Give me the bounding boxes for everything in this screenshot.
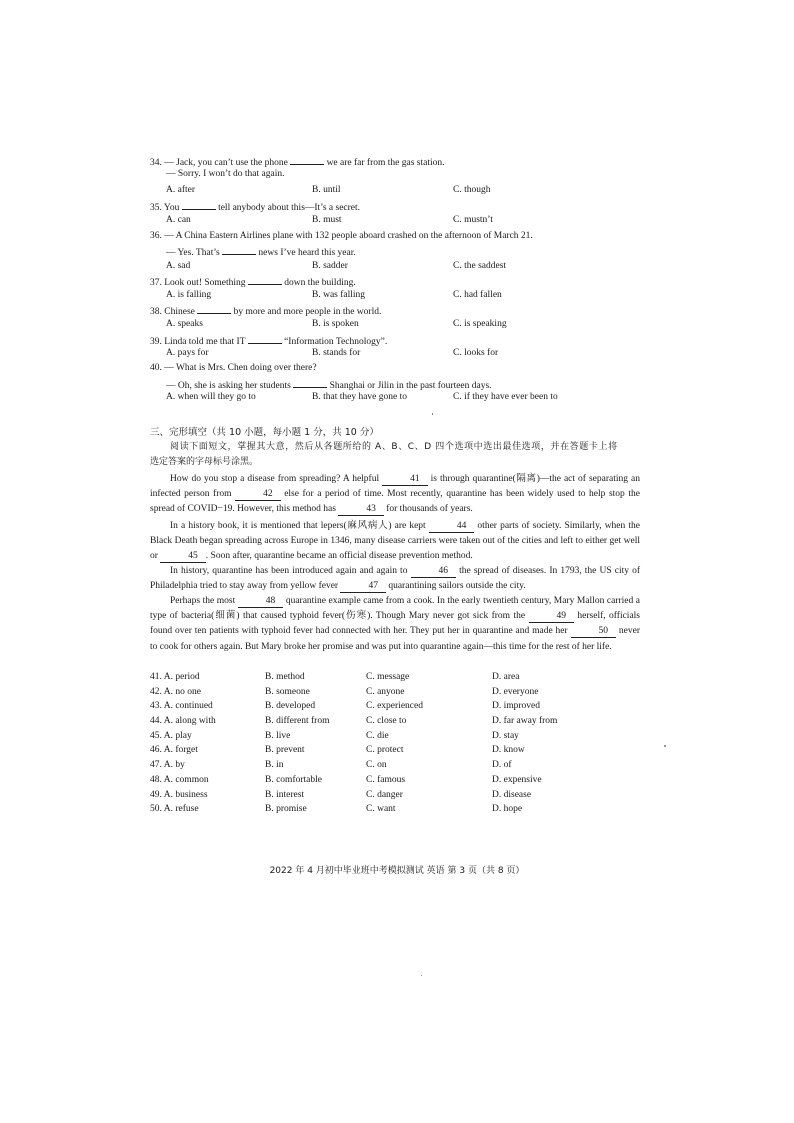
cloze-blank-45: 45 bbox=[160, 551, 206, 563]
option-c: C. die bbox=[366, 731, 389, 741]
option-b: B. was falling bbox=[312, 290, 366, 300]
cloze-blank-46: 46 bbox=[411, 566, 457, 578]
question-38 bbox=[150, 303, 381, 319]
question-35 bbox=[150, 199, 360, 215]
option-a: A. pays for bbox=[166, 348, 209, 358]
option-c: C. close to bbox=[366, 716, 407, 726]
question-36 bbox=[150, 230, 533, 243]
option-b: B. must bbox=[312, 215, 342, 225]
option-d: D. disease bbox=[492, 790, 532, 800]
passage-text: other parts of society. Similarly, when the Black Death began spreading across Europe in 1346, many disease carriers were taken out of the cities and left to either get well or bbox=[150, 521, 640, 562]
option-b: B. until bbox=[312, 185, 341, 195]
option-b: B. different from bbox=[265, 716, 330, 726]
option-b: B. interest bbox=[265, 790, 305, 800]
option-b: B. sadder bbox=[312, 261, 348, 271]
option-b: B. live bbox=[265, 731, 291, 741]
question-stem: Chinese bbox=[164, 307, 198, 317]
cloze-blank-50: 50 bbox=[571, 626, 617, 638]
cloze-blank-43: 43 bbox=[338, 504, 384, 516]
scan-speck bbox=[664, 745, 666, 747]
option-c: C. danger bbox=[366, 790, 403, 800]
option-d: D. far away from bbox=[492, 716, 558, 726]
option-a: A. can bbox=[166, 215, 191, 225]
option-a: A. speaks bbox=[166, 319, 203, 329]
option-a: 43. A. continued bbox=[150, 701, 213, 711]
option-c: C. looks for bbox=[453, 348, 499, 358]
section-instruction: 阅读下面短文，掌握其大意，然后从各题所给的 A、B、C、D 四个选项中选出最佳选项，并在答题卡上将 bbox=[170, 442, 618, 452]
answer-blank bbox=[248, 333, 282, 344]
cloze-blank-44: 44 bbox=[429, 521, 475, 533]
cloze-blank-49: 49 bbox=[529, 611, 575, 623]
option-b: B. is spoken bbox=[312, 319, 359, 329]
question-36-reply bbox=[166, 244, 356, 260]
page-footer: 2022 年 4 月初中毕业班中考模拟测试 英语 第 3 页（共 8 页） bbox=[269, 866, 525, 876]
scan-speck bbox=[421, 975, 422, 976]
option-b: B. developed bbox=[265, 701, 316, 711]
option-a: 49. A. business bbox=[150, 790, 208, 800]
option-b: B. method bbox=[265, 672, 305, 682]
option-b: B. promise bbox=[265, 804, 307, 814]
option-a: A. after bbox=[166, 185, 196, 195]
option-a: 50. A. refuse bbox=[150, 804, 199, 814]
passage-text: quarantine example came from a cook. In the early twentieth century, Mary Mallon carried a type of bacteria(细菌) that caused typhoid fever(伤寒). Though Mary never got sick from the bbox=[150, 596, 640, 622]
question-number: 38. bbox=[150, 307, 162, 317]
question-40 bbox=[150, 362, 317, 375]
answer-blank bbox=[222, 244, 256, 255]
reply-text: news I’ve heard this year. bbox=[256, 248, 356, 258]
option-a: A. when will they go to bbox=[166, 392, 256, 402]
answer-blank bbox=[197, 303, 231, 314]
option-c: C. anyone bbox=[366, 687, 405, 697]
question-number: 35. bbox=[150, 203, 162, 213]
cloze-blank-41: 41 bbox=[382, 474, 428, 486]
question-stem: down the building. bbox=[281, 278, 356, 288]
question-stem: “Information Technology”. bbox=[281, 337, 388, 347]
passage-paragraph-2 bbox=[150, 519, 640, 565]
option-c: C. message bbox=[366, 672, 410, 682]
option-b: B. that they have gone to bbox=[312, 392, 407, 402]
passage-text: never to cook for others again. But Mary broke her promise and was put into quarantine again—this time for the rest of her life. bbox=[150, 626, 640, 652]
option-d: D. area bbox=[492, 672, 520, 682]
passage-text: In history, quarantine has been introduced again and again to bbox=[170, 566, 411, 576]
question-stem: Look out! Something bbox=[164, 278, 248, 288]
passage-paragraph-1 bbox=[150, 472, 640, 518]
option-d: D. hope bbox=[492, 804, 523, 814]
option-a: A. is falling bbox=[166, 290, 212, 300]
option-a: 48. A. common bbox=[150, 775, 209, 785]
question-number: 37. bbox=[150, 278, 162, 288]
option-a: 42. A. no one bbox=[150, 687, 201, 697]
option-d: D. everyone bbox=[492, 687, 539, 697]
passage-text: herself, officials found over ten patients with typhoid fever had connected with her. They put her in quarantine and made her bbox=[150, 611, 640, 637]
question-stem: by more and more people in the world. bbox=[231, 307, 382, 317]
option-c: C. protect bbox=[366, 745, 404, 755]
passage-text: is through quarantine(隔离)—the act of separating an infected person from bbox=[150, 474, 640, 500]
question-number: 36. bbox=[150, 231, 162, 241]
passage-text: else for a period of time. Most recently, quarantine has been widely used to help stop the spread of COVID−19. However, this method has bbox=[150, 489, 640, 515]
option-c: C. is speaking bbox=[453, 319, 507, 329]
option-d: D. of bbox=[492, 760, 512, 770]
option-c: C. famous bbox=[366, 775, 406, 785]
question-number: 39. bbox=[150, 337, 162, 347]
option-b: B. comfortable bbox=[265, 775, 322, 785]
question-34-reply: — Sorry. I won’t do that again. bbox=[166, 169, 285, 179]
option-a: 45. A. play bbox=[150, 731, 192, 741]
question-stem: — Jack, you can’t use the phone bbox=[164, 158, 291, 168]
passage-text: the spread of diseases. In 1793, the US city of Philadelphia tried to stay away from yellow fever bbox=[150, 566, 640, 592]
question-37 bbox=[150, 274, 356, 290]
option-a: 44. A. along with bbox=[150, 716, 216, 726]
passage-text: Perhaps the most bbox=[170, 596, 238, 606]
reply-text: — Oh, she is asking her students bbox=[166, 381, 294, 391]
option-d: D. expensive bbox=[492, 775, 542, 785]
cloze-blank-48: 48 bbox=[238, 596, 284, 608]
question-stem: Linda told me that IT bbox=[164, 337, 248, 347]
question-stem: — What is Mrs. Chen doing over there? bbox=[164, 363, 317, 373]
option-a: 41. A. period bbox=[150, 672, 200, 682]
option-a: 47. A. by bbox=[150, 760, 185, 770]
passage-text: . Soon after, quarantine became an official disease prevention method. bbox=[205, 551, 473, 562]
option-c: C. want bbox=[366, 804, 396, 814]
passage-paragraph-4 bbox=[150, 594, 640, 655]
option-b: B. in bbox=[265, 760, 284, 770]
passage-text: In a history book, it is mentioned that lepers(麻风病人) are kept bbox=[170, 521, 429, 531]
cloze-blank-47: 47 bbox=[340, 581, 386, 593]
question-stem: tell anybody about this—It’s a secret. bbox=[215, 203, 361, 213]
option-d: D. improved bbox=[492, 701, 541, 711]
reply-text: — Yes. That’s bbox=[166, 248, 223, 258]
answer-blank bbox=[248, 274, 282, 285]
passage-paragraph-3 bbox=[150, 564, 640, 594]
passage-text: How do you stop a disease from spreading? A helpful bbox=[170, 474, 383, 484]
option-c: C. though bbox=[453, 185, 491, 195]
answer-blank bbox=[182, 199, 216, 210]
option-c: C. the saddest bbox=[453, 261, 507, 271]
option-c: C. mustn’t bbox=[453, 215, 493, 225]
passage-text: for thousands of years. bbox=[383, 504, 473, 515]
option-a: A. sad bbox=[166, 261, 191, 271]
question-stem: we are far from the gas station. bbox=[324, 158, 445, 168]
question-stem: You bbox=[163, 203, 182, 213]
option-b: B. prevent bbox=[265, 745, 305, 755]
option-c: C. if they have ever been to bbox=[453, 392, 558, 402]
option-d: D. stay bbox=[492, 731, 519, 741]
cloze-blank-42: 42 bbox=[235, 489, 281, 501]
question-number: 40. bbox=[150, 363, 162, 373]
answer-blank bbox=[293, 377, 327, 388]
section-title: 三、完形填空（共 10 小题，每小题 1 分，共 10 分） bbox=[150, 427, 379, 438]
option-c: C. had fallen bbox=[453, 290, 502, 300]
passage-text: quarantining sailors outside the city. bbox=[385, 581, 526, 592]
option-a: 46. A. forget bbox=[150, 745, 198, 755]
option-c: C. on bbox=[366, 760, 387, 770]
question-stem: — A China Eastern Airlines plane with 132 people aboard crashed on the afternoon of March 21. bbox=[164, 231, 533, 241]
answer-blank bbox=[290, 154, 324, 165]
reply-text: Shanghai or Jilin in the past fourteen days. bbox=[327, 381, 492, 391]
question-number: 34. bbox=[150, 158, 162, 168]
option-c: C. experienced bbox=[366, 701, 423, 711]
option-b: B. someone bbox=[265, 687, 310, 697]
section-instruction: 选定答案的字母标号涂黑。 bbox=[150, 457, 259, 467]
scan-speck bbox=[432, 413, 433, 415]
option-d: D. know bbox=[492, 745, 525, 755]
option-b: B. stands for bbox=[312, 348, 361, 358]
